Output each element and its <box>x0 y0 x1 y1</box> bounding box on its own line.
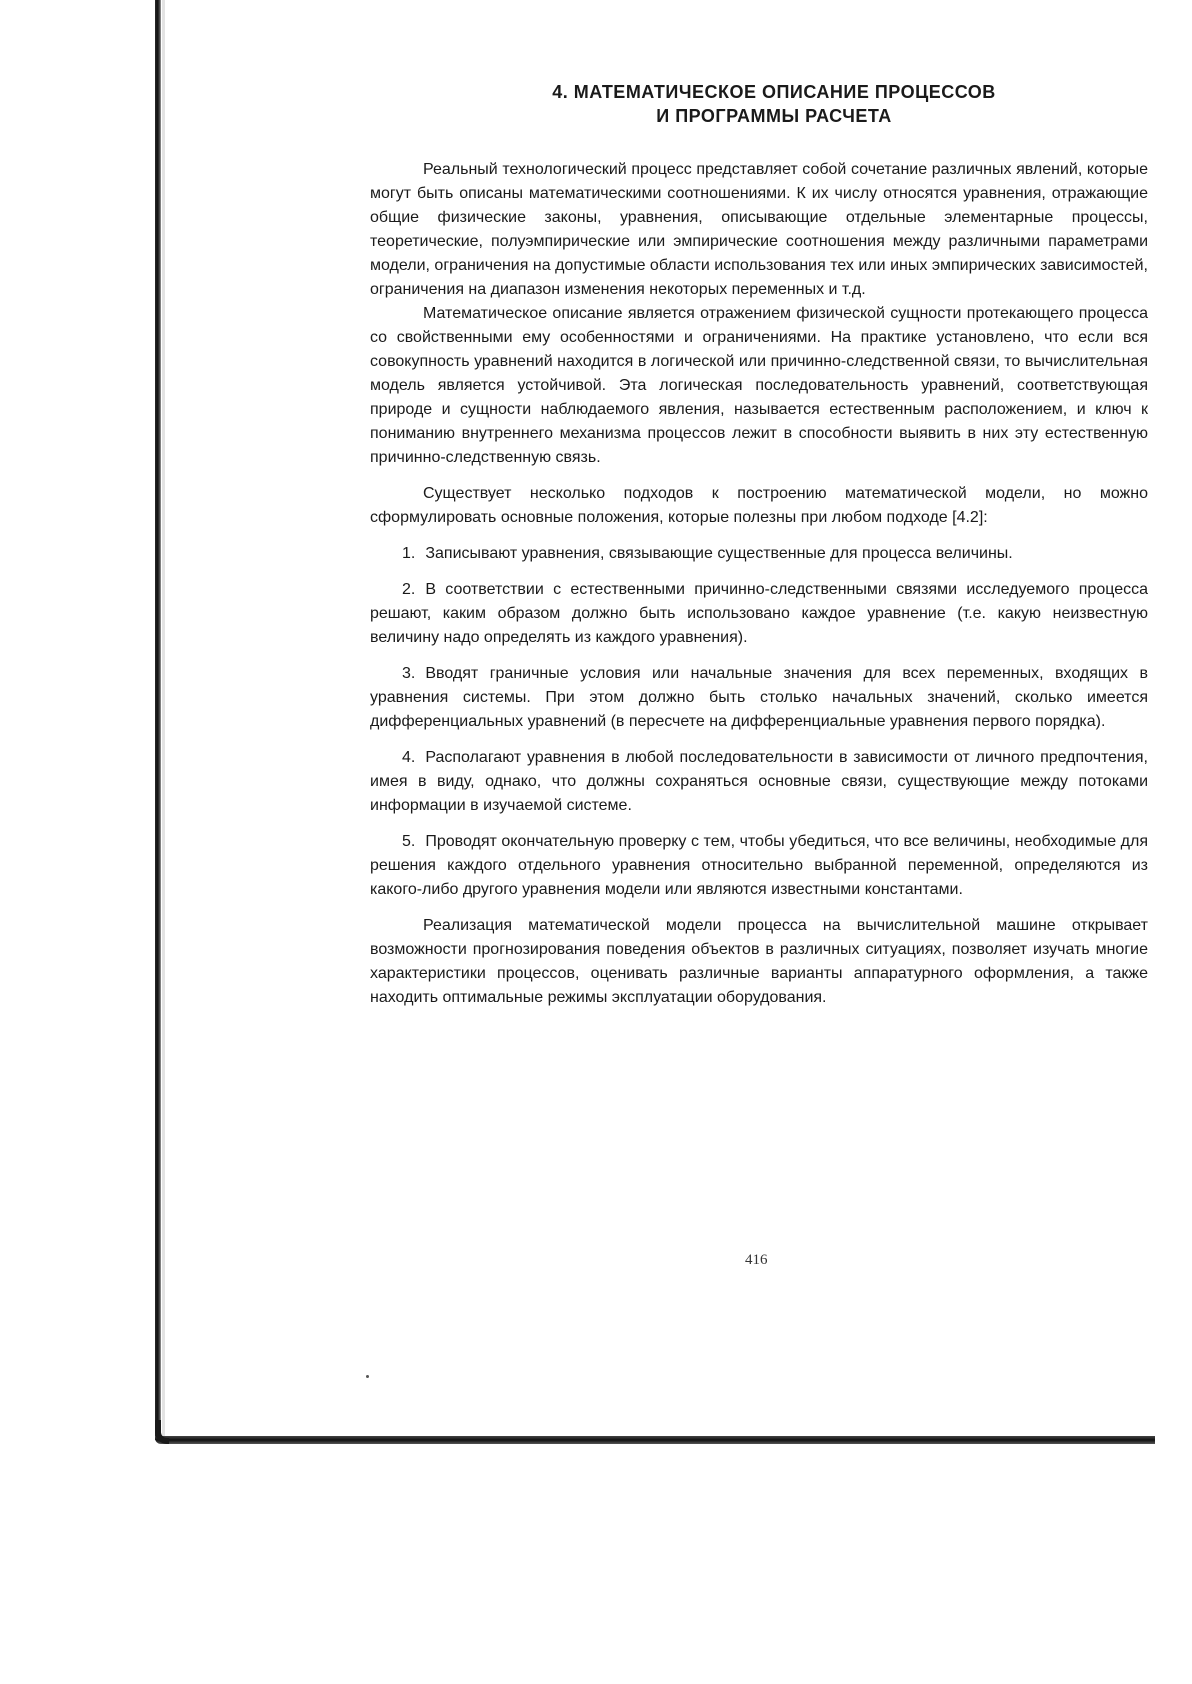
section-title <box>370 80 1148 128</box>
page-content <box>370 80 1148 1010</box>
list-item-number: 2. <box>402 581 416 598</box>
page-number: 416 <box>745 1252 768 1268</box>
list-item-1 <box>370 542 1148 566</box>
section-title-line-1: 4. МАТЕМАТИЧЕСКОЕ ОПИСАНИЕ ПРОЦЕССОВ <box>552 82 996 102</box>
list-item-text: Вводят граничные условия или начальные значения для всех переменных, входящих в уравнения системы. При этом должно быть столько начальных значений, сколько имеется дифференциальных уравнений (в пересчете на дифференциальные уравнения первого порядка). <box>370 665 1148 730</box>
list-item-text: В соответствии с естественными причинно-следственными связями исследуемого процесса решают, каким образом должно быть использовано каждое уравнение (т.е. какую неизвестную величину надо определять из каждого уравнения). <box>370 581 1148 646</box>
list-item-text: Записывают уравнения, связывающие существенные для процесса величины. <box>425 545 1013 562</box>
list-item-number: 1. <box>402 545 416 562</box>
binding-edge-highlight <box>162 0 165 1440</box>
scan-speck <box>366 1375 369 1378</box>
list-item-number: 4. <box>402 749 416 766</box>
list-item-text: Проводят окончательную проверку с тем, чтобы убедиться, что все величины, необходимые для решения каждого отдельного уравнения относительно выбранной переменной, определяются из какого-либо другого уравнения модели или являются известными константами. <box>370 833 1148 898</box>
list-item-3 <box>370 662 1148 734</box>
closing-paragraph: Реализация математической модели процесса на вычислительной машине открывает возможности прогнозирования поведения объектов в различных ситуациях, позволяет изучать многие характеристики процессов, оценивать различные варианты аппаратурного оформления, а также находить оптимальные режимы эксплуатации оборудования. <box>370 917 1148 1006</box>
binding-edge-shadow <box>155 0 161 1440</box>
paragraph-1: Реальный технологический процесс представляет собой сочетание различных явлений, которые могут быть описаны математическими соотношениями. К их числу относятся уравнения, отражающие общие физические законы, уравнения, описывающие отдельные элементарные процессы, теоретические, полуэмпирические или эмпирические соотношения между различными параметрами модели, ограничения на допустимые области использования тех или иных эмпирических зависимостей, ограничения на диапазон изменения некоторых переменных и т.д. <box>370 161 1148 298</box>
list-item-4 <box>370 746 1148 818</box>
section-title-line-2: И ПРОГРАММЫ РАСЧЕТА <box>656 106 892 126</box>
list-item-number: 3. <box>402 665 416 682</box>
bottom-edge-shadow <box>155 1436 1155 1444</box>
list-item-2 <box>370 578 1148 650</box>
list-item-text: Располагают уравнения в любой последовательности в зависимости от личного предпочтения, имея в виду, однако, что должны сохраняться основные связи, существующие между потоками информации в изучаемой системе. <box>370 749 1148 814</box>
paragraph-3: Существует несколько подходов к построению математической модели, но можно сформулировать основные положения, которые полезны при любом подходе [4.2]: <box>370 485 1148 526</box>
list-item-number: 5. <box>402 833 416 850</box>
paragraph-2: Математическое описание является отражением физической сущности протекающего процесса со свойственными ему особенностями и ограничениями. На практике установлено, что если вся совокупность уравнений находится в логической или причинно-следственной связи, то вычислительная модель является устойчивой. Эта логическая последовательность уравнений, соответствующая природе и сущности наблюдаемого явления, называется естественным расположением, и ключ к пониманию внутреннего механизма процессов лежит в способности выявить в них эту естественную причинно-следственную связь. <box>370 305 1148 466</box>
list-item-5 <box>370 830 1148 902</box>
